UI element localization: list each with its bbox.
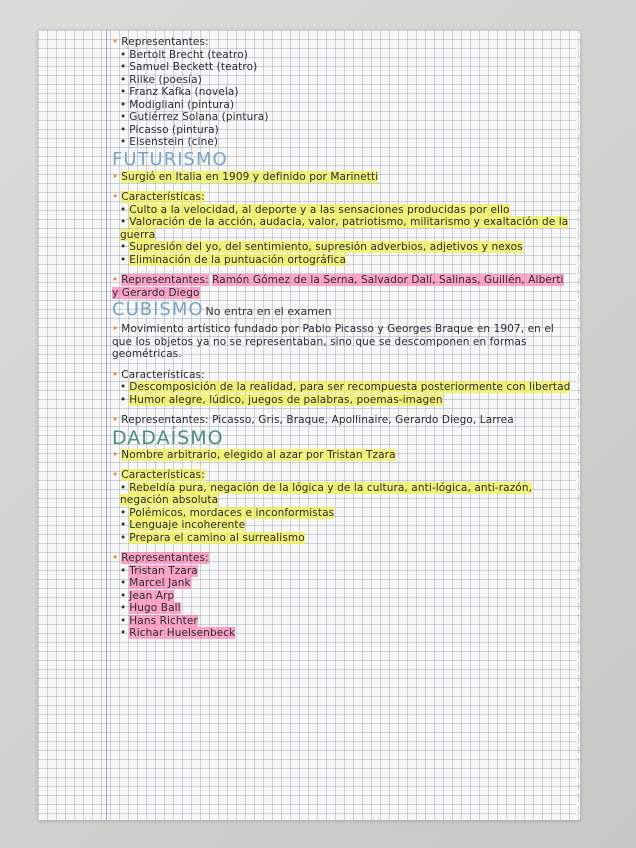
list-item-text: Polémicos, mordaces e inconformistas — [129, 506, 335, 519]
list-item — [120, 482, 572, 507]
list-item-text: Tristan Tzara — [129, 564, 198, 577]
cubismo-origin: • Movimiento artístico fundado por Pablo Picasso y Georges Braque en 1907, en el que los objetos ya no se representaban, sino que se descomponen en formas geométricas. — [112, 323, 572, 361]
list-item-text: Supresión del yo, del sentimiento, supresión adverbios, adjetivos y nexos — [129, 241, 523, 253]
list-item — [120, 254, 572, 267]
list-item-text: Marcel Jank — [129, 577, 191, 589]
futurismo-origin — [112, 171, 572, 184]
list-item — [120, 519, 572, 532]
list-item-text: Lenguaje incoherente — [129, 519, 246, 531]
list-item — [120, 381, 572, 394]
dadaismo-caract-list — [112, 482, 572, 545]
list-item-text: Culto a la velocidad, al deporte y a las sensaciones producidas por ello — [129, 203, 510, 216]
dadaismo-caract-heading — [112, 469, 572, 482]
list-item-text: Richar Huelsenbeck — [129, 627, 236, 639]
list-item — [120, 615, 572, 628]
dadaismo-rep-heading — [112, 552, 572, 565]
futurismo-caract-list — [112, 204, 572, 267]
ripped-edge — [576, 30, 586, 820]
dadaismo-origin — [112, 449, 572, 462]
list-item-text: Eliminación de la puntuación ortográfica — [129, 253, 347, 266]
margin-line — [106, 30, 107, 820]
futurismo-title: FUTURISMO — [112, 148, 228, 170]
list-item: • Gutiérrez Solana (pintura) — [120, 111, 572, 124]
caract-heading-text: Características: — [121, 191, 205, 203]
list-item — [120, 602, 572, 615]
futurismo-caract-heading — [112, 191, 572, 204]
cubismo-note: No entra en el examen — [205, 305, 332, 318]
notes-content — [112, 36, 572, 640]
notebook-page — [38, 30, 580, 820]
list-item — [120, 394, 572, 407]
dadaismo-title: DADAÍSMO — [112, 426, 224, 449]
cubismo-caract-list — [112, 381, 572, 406]
list-item-text: Prepara el camino al surrealismo — [129, 531, 305, 544]
list-item: • Franz Kafka (novela) — [120, 86, 572, 99]
list-item-text: Humor alegre, lúdico, juegos de palabras, poemas-imagen — [129, 393, 443, 406]
rep-label: Representantes: — [121, 552, 209, 564]
list-item-text: Valoración de la acción, audacia, valor, patriotismo, militarismo y exaltación de la guerra — [120, 216, 569, 241]
dadaismo-rep-list — [112, 565, 572, 640]
list-item: • Modigliani (pintura) — [120, 99, 572, 112]
list-item — [120, 627, 572, 640]
list-item-text: Hans Richter — [129, 614, 198, 627]
list-item-text: Rebeldía pura, negación de la lógica y de la cultura, anti-lógica, anti-razón, negación absoluta — [120, 481, 533, 506]
cubismo-reps: • Representantes: Picasso, Gris, Braque, Apollinaire, Gerardo Diego, Larrea — [112, 414, 572, 427]
cubismo-title-text: CUBISMO — [112, 299, 204, 320]
cubismo-caract-heading: • Características: — [112, 369, 572, 382]
list-item: • Picasso (pintura) — [120, 124, 572, 137]
list-item — [120, 507, 572, 520]
rep-text: Ramón Gómez de la Serna, Salvador Dalí, Salinas, Guillén, Alberti y Gerardo Diego — [112, 274, 564, 299]
futurismo-reps — [112, 274, 572, 299]
list-item — [120, 204, 572, 217]
list-item — [120, 241, 572, 254]
caract-heading-text: Características: — [121, 469, 205, 481]
list-item: • Rilke (poesía) — [120, 74, 572, 87]
list-item: • Samuel Beckett (teatro) — [120, 61, 572, 74]
list-item-text: Descomposición de la realidad, para ser recompuesta posteriormente con libertad — [129, 381, 571, 393]
futurismo-origin-text: Surgió en Italia en 1909 y definido por Marinetti — [121, 170, 379, 183]
rep-label: Representantes: — [121, 274, 209, 286]
list-item-text: Hugo Ball — [129, 602, 181, 614]
list-item: • Eisenstein (cine) — [120, 136, 572, 149]
list-item — [120, 565, 572, 578]
prev-rep-heading: • Representantes: — [112, 36, 572, 49]
list-item — [120, 577, 572, 590]
list-item — [120, 532, 572, 545]
list-item-text: Jean Arp — [129, 589, 175, 602]
list-item — [120, 216, 572, 241]
cubismo-title — [112, 299, 572, 323]
list-item — [120, 590, 572, 603]
prev-rep-list — [112, 49, 572, 149]
list-item: • Bertolt Brecht (teatro) — [120, 49, 572, 62]
dadaismo-origin-text: Nombre arbitrario, elegido al azar por Tristan Tzara — [121, 448, 396, 461]
